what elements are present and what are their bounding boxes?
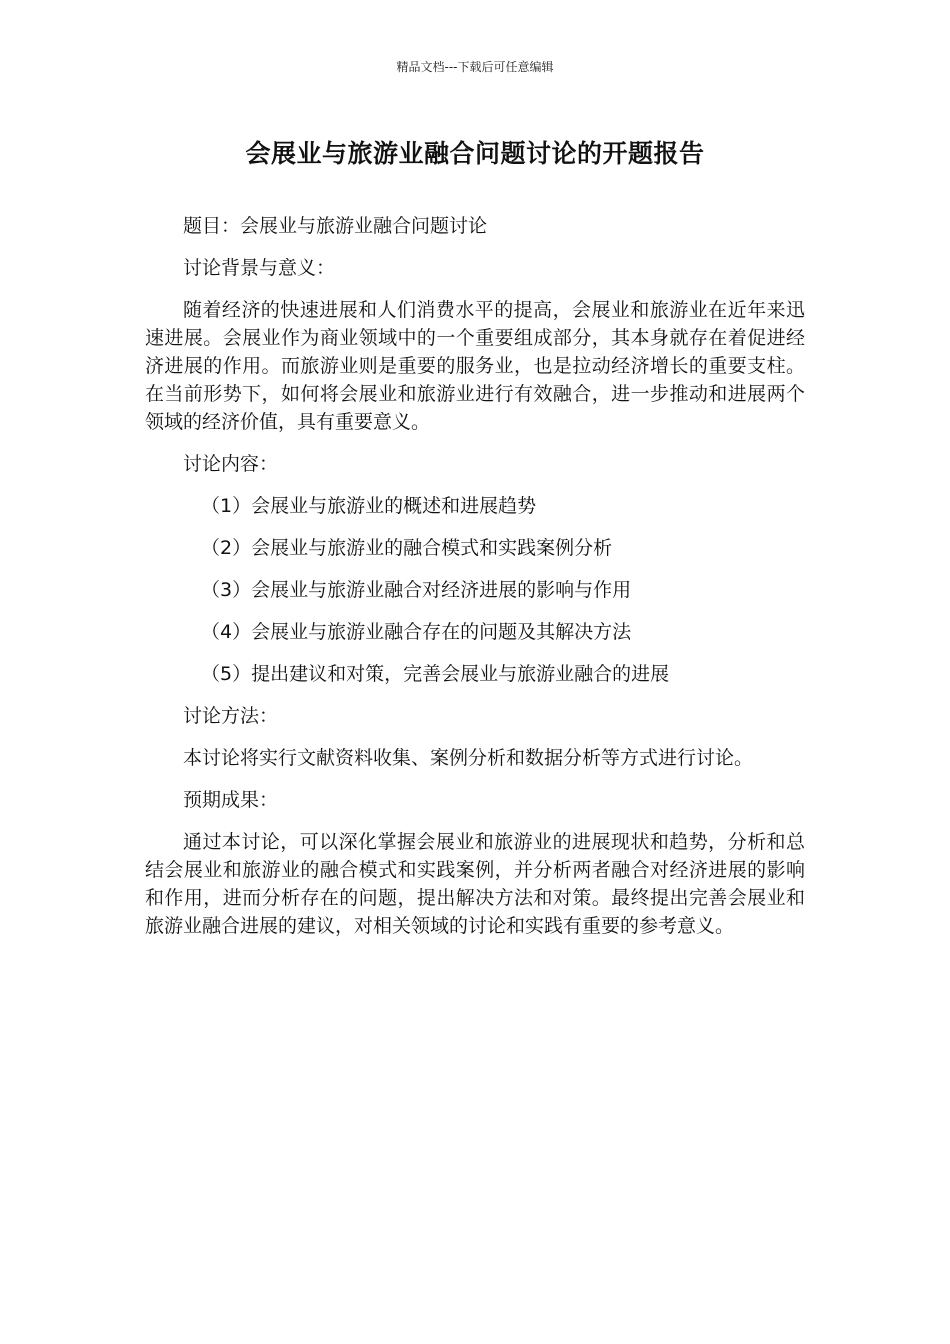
outcome-paragraph: 通过本讨论，可以深化掌握会展业和旅游业的进展现状和趋势，分析和总结会展业和旅游业的融合模式和实践案例，并分析两者融合对经济进展的影响和作用，进而分析存在的问题，提出解决方法和对策。最终提出完善会展业和旅游业融合进展的建议，对相关领域的讨论和实践有重要的参考意义。: [145, 831, 805, 937]
content-item: （5）提出建议和对策，完善会展业与旅游业融合的进展: [201, 663, 670, 685]
content-item: （3）会展业与旅游业融合对经济进展的影响与作用: [201, 579, 632, 601]
method-label: 讨论方法：: [183, 705, 279, 727]
background-label: 讨论背景与意义：: [183, 257, 336, 279]
content-item: （1）会展业与旅游业的概述和进展趋势: [201, 495, 537, 517]
content-item: （4）会展业与旅游业融合存在的问题及其解决方法: [201, 621, 632, 643]
document-title: 会展业与旅游业融合问题讨论的开题报告: [245, 139, 705, 168]
document-body: [145, 212, 805, 954]
content-label: 讨论内容：: [183, 453, 279, 475]
header-note: 精品文档---下载后可任意编辑: [396, 60, 554, 74]
outcome-label: 预期成果：: [183, 789, 279, 811]
method-paragraph: 本讨论将实行文献资料收集、案例分析和数据分析等方式进行讨论。: [183, 747, 754, 769]
topic-line: 题目：会展业与旅游业融合问题讨论: [183, 215, 488, 237]
background-paragraph: 随着经济的快速进展和人们消费水平的提高，会展业和旅游业在近年来迅速进展。会展业作为商业领域中的一个重要组成部分，其本身就存在着促进经济进展的作用。而旅游业则是重要的服务业，也是拉动经济增长的重要支柱。在当前形势下，如何将会展业和旅游业进行有效融合，进一步推动和进展两个领域的经济价值，具有重要意义。: [145, 299, 805, 433]
content-item: （2）会展业与旅游业的融合模式和实践案例分析: [201, 537, 613, 559]
